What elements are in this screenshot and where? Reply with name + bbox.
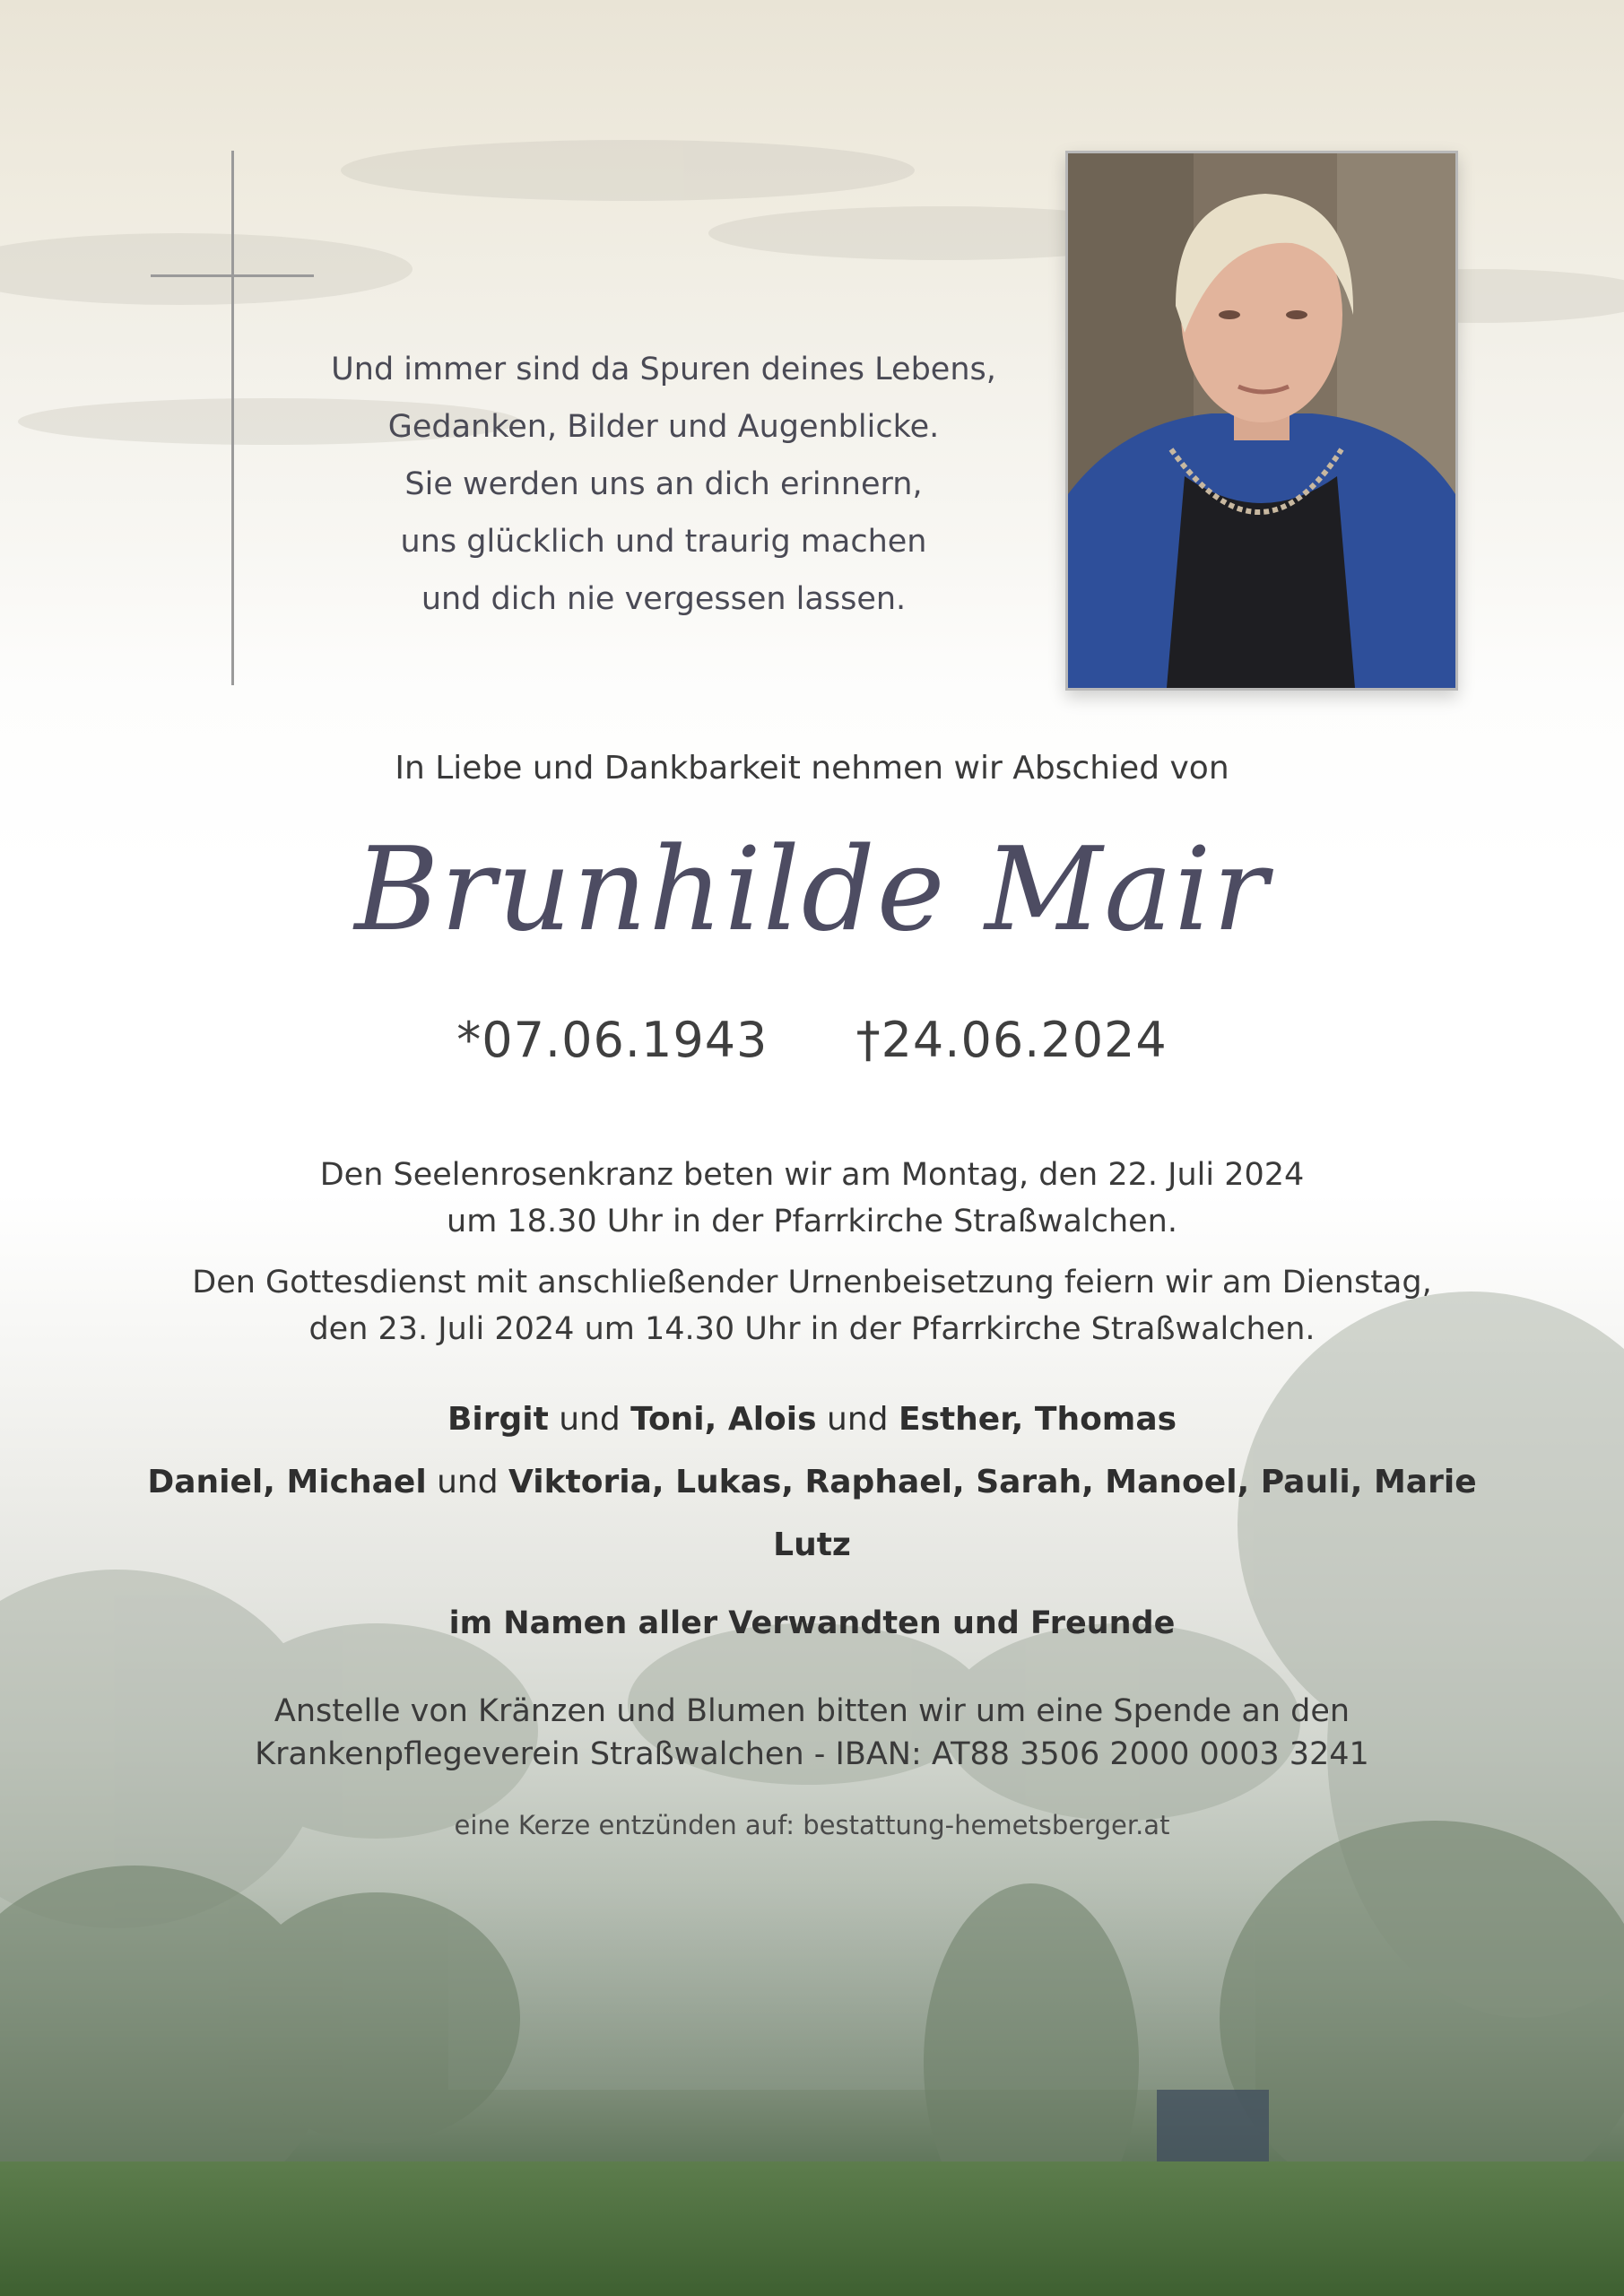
family-name: Esther, Thomas — [898, 1401, 1177, 1438]
poem-line: Sie werden uns an dich erinnern, — [404, 466, 923, 502]
poem-line: Gedanken, Bilder und Augenblicke. — [387, 409, 940, 445]
connector: und — [426, 1464, 509, 1500]
family-line-1 — [0, 1401, 1624, 1438]
donation-line: Krankenpflegeverein Straßwalchen - IBAN: AT88 3506 2000 0003 3241 — [255, 1736, 1369, 1772]
cross-symbol — [151, 151, 276, 685]
family-line-3 — [0, 1526, 1624, 1563]
poem-line: und dich nie vergessen lassen. — [421, 581, 907, 617]
relatives-note: im Namen aller Verwandten und Freunde — [448, 1605, 1176, 1641]
connector: und — [816, 1401, 899, 1438]
donation-line: Anstelle von Kränzen und Blumen bitten wir um eine Spende an den — [274, 1693, 1350, 1729]
portrait-photo — [1065, 151, 1458, 691]
family-line-2 — [0, 1464, 1624, 1500]
poem — [296, 341, 1031, 628]
life-dates — [0, 1012, 1624, 1068]
mass-line: den 23. Juli 2024 um 14.30 Uhr in der Pfarrkirche Straßwalchen. — [308, 1311, 1316, 1347]
family-name: Viktoria, Lukas, Raphael, Sarah, Manoel, Pauli, Marie — [508, 1464, 1477, 1500]
poem-line: uns glücklich und traurig machen — [400, 524, 927, 560]
rosary-info — [0, 1152, 1624, 1245]
birth-date: *07.06.1943 — [456, 1012, 769, 1068]
family-name: Lutz — [773, 1526, 851, 1563]
deceased-name: Brunhilde Mair — [354, 823, 1270, 957]
family-name: Birgit — [447, 1401, 549, 1438]
poem-line: Und immer sind da Spuren deines Lebens, — [331, 352, 996, 387]
rosary-line: Den Seelenrosenkranz beten wir am Montag, den 22. Juli 2024 — [319, 1157, 1305, 1193]
rosary-line: um 18.30 Uhr in der Pfarrkirche Straßwalchen. — [447, 1204, 1177, 1239]
connector: und — [548, 1401, 631, 1438]
donation-info — [0, 1690, 1624, 1776]
mass-line: Den Gottesdienst mit anschließender Urnenbeisetzung feiern wir am Dienstag, — [192, 1265, 1432, 1300]
funeral-mass-info — [0, 1259, 1624, 1352]
candle-link: eine Kerze entzünden auf: bestattung-hemetsberger.at — [454, 1810, 1170, 1840]
death-date: †24.06.2024 — [855, 1012, 1168, 1068]
family-name: Daniel, Michael — [147, 1464, 427, 1500]
family-name: Toni, Alois — [630, 1401, 817, 1438]
farewell-intro: In Liebe und Dankbarkeit nehmen wir Abschied von — [395, 750, 1229, 787]
